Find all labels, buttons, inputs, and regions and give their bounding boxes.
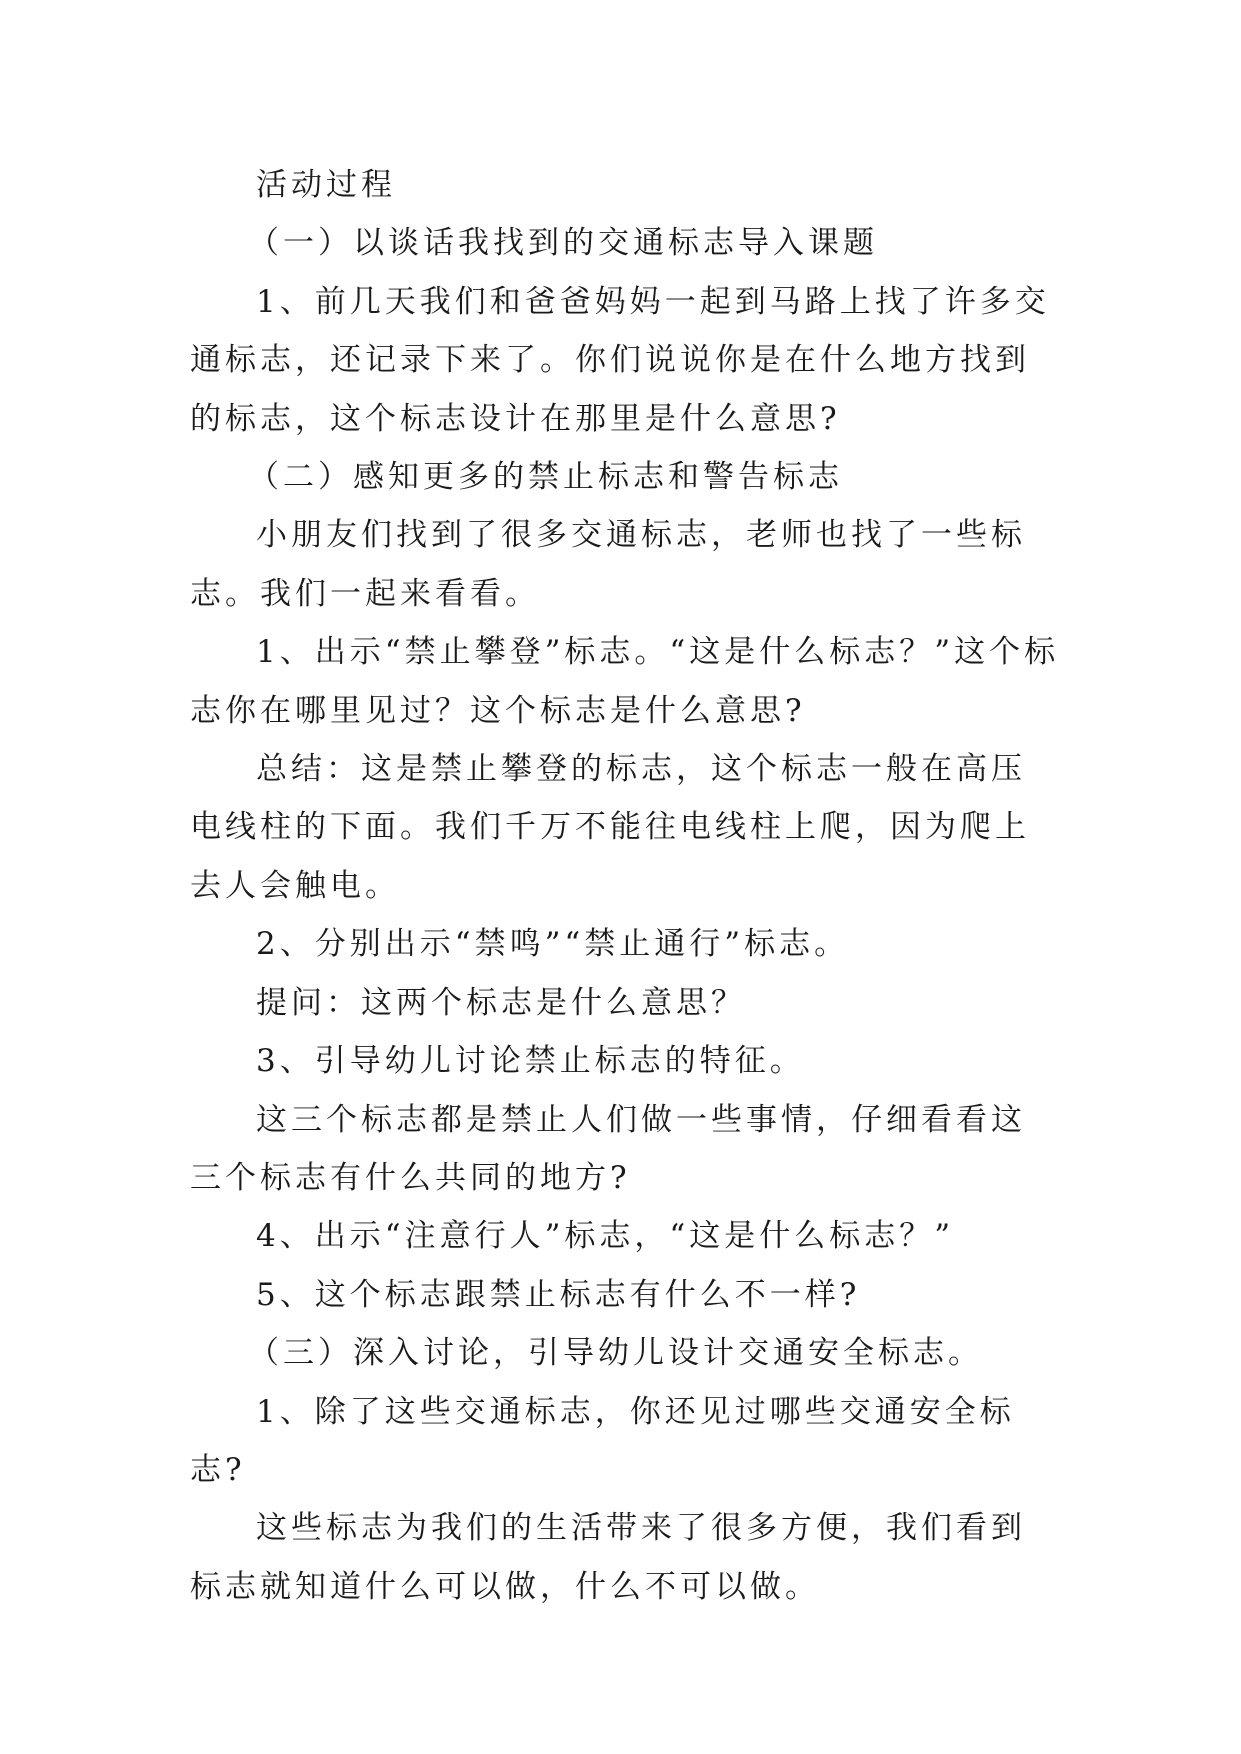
paragraph: 2、分别出示“禁鸣”“禁止通行”标志。 xyxy=(256,926,850,963)
paragraph: 提问：这两个标志是什么意思？ xyxy=(256,984,746,1021)
paragraph: 3、引导幼儿讨论禁止标志的特征。 xyxy=(256,1043,805,1080)
section-heading-1: （一）以谈话我找到的交通标志导入课题 xyxy=(248,225,878,262)
section-heading-3: （三）深入讨论，引导幼儿设计交通安全标志。 xyxy=(248,1335,983,1372)
paragraph: 小朋友们找到了很多交通标志，老师也找了一些标志。我们一起来看看。 xyxy=(190,517,1026,612)
paragraph: 1、出示“禁止攀登”标志。“这是什么标志？”这个标志你在哪里见过？这个标志是什么意思? xyxy=(190,634,1060,729)
paragraph: 这三个标志都是禁止人们做一些事情，仔细看看这三个标志有什么共同的地方? xyxy=(190,1101,1026,1196)
paragraph: 这些标志为我们的生活带来了很多方便，我们看到标志就知道什么可以做，什么不可以做。 xyxy=(190,1510,1026,1605)
paragraph: 5、这个标志跟禁止标志有什么不一样? xyxy=(256,1276,861,1313)
section-title: 活动过程 xyxy=(256,167,396,203)
paragraph: 总结：这是禁止攀登的标志，这个标志一般在高压电线柱的下面。我们千万不能往电线柱上爬，因为爬上去人会触电。 xyxy=(190,751,1030,904)
section-heading-2: （二）感知更多的禁止标志和警告标志 xyxy=(248,459,843,496)
paragraph: 1、除了这些交通标志，你还见过哪些交通安全标志? xyxy=(190,1393,1015,1488)
paragraph: 4、出示“注意行人”标志，“这是什么标志？” xyxy=(256,1218,955,1255)
paragraph: 1、前几天我们和爸爸妈妈一起到马路上找了许多交通标志，还记录下来了。你们说说你是在什么地方找到的标志，这个标志设计在那里是什么意思? xyxy=(190,283,1050,437)
document-body xyxy=(190,156,1060,1616)
